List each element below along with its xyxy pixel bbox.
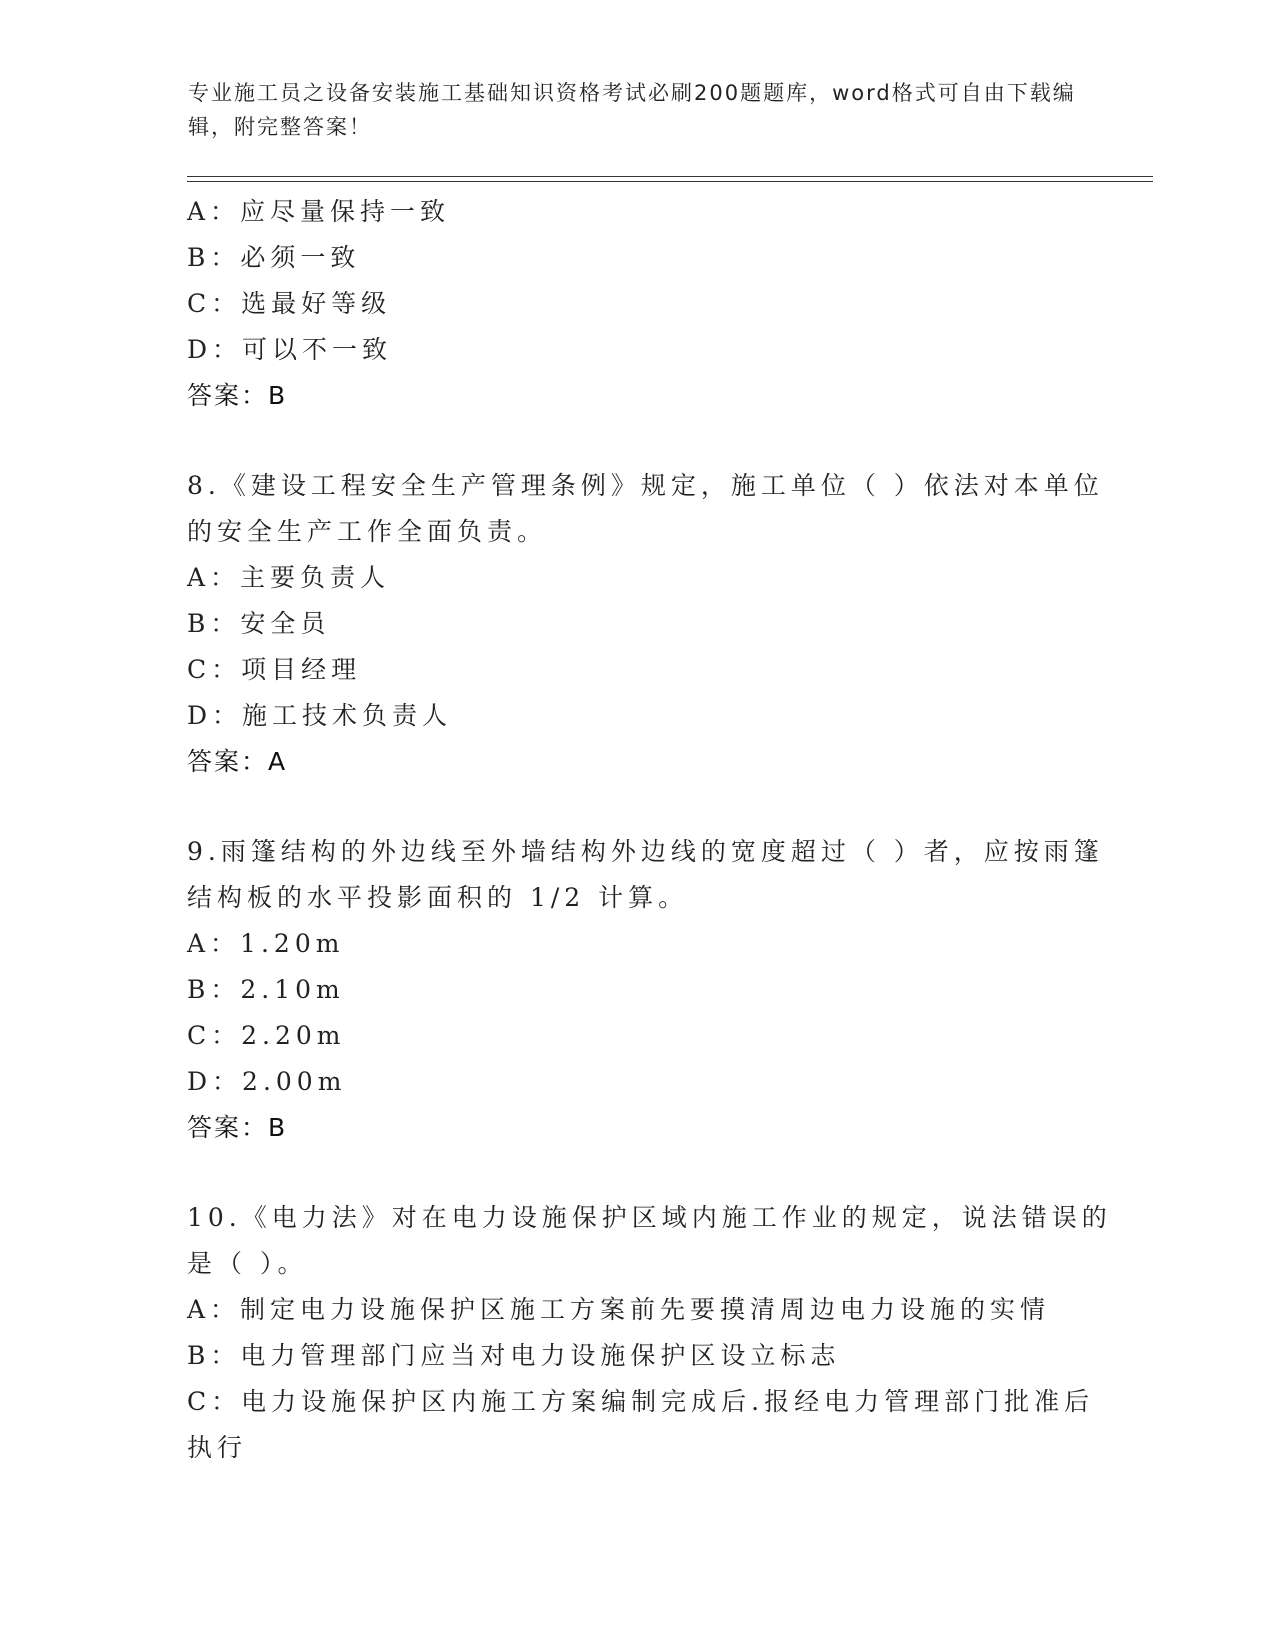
question-8	[187, 463, 1104, 785]
option-c: C：选最好等级	[187, 289, 392, 318]
question-text: 9.雨篷结构的外边线至外墙结构外边线的宽度超过（ ）者，应按雨篷	[187, 837, 1104, 866]
option-a: A：主要负责人	[187, 563, 391, 592]
header-rule-top	[187, 176, 1153, 177]
option-b: B：安全员	[187, 609, 331, 638]
option-d: D：施工技术负责人	[187, 701, 453, 730]
answer: 答案：B	[187, 1113, 288, 1142]
document-header: 专业施工员之设备安装施工基础知识资格考试必刷200题题库，word格式可自由下载编辑，附完整答案！	[188, 81, 1076, 139]
option-a: A：制定电力设施保护区施工方案前先要摸清周边电力设施的实情	[187, 1295, 1051, 1324]
question-9	[187, 829, 1104, 1151]
question-content	[187, 189, 1112, 1471]
question-7-continued	[187, 189, 1087, 419]
question-text-continued: 是（ ）。	[187, 1249, 308, 1278]
option-c: C：2.20m	[187, 1021, 346, 1050]
option-c: C：电力设施保护区内施工方案编制完成后.报经电力管理部门批准后	[187, 1387, 1095, 1416]
question-text: 8.《建设工程安全生产管理条例》规定，施工单位（ ）依法对本单位	[187, 471, 1104, 500]
option-a: A：1.20m	[187, 929, 345, 958]
option-c-continued: 执行	[187, 1433, 248, 1462]
answer: 答案：B	[187, 381, 288, 410]
option-b: B：2.10m	[187, 975, 345, 1004]
option-c: C：项目经理	[187, 655, 362, 684]
option-b: B：电力管理部门应当对电力设施保护区设立标志	[187, 1341, 841, 1370]
question-text-continued: 结构板的水平投影面积的 1/2 计算。	[187, 883, 689, 912]
header-rule-bottom	[187, 181, 1153, 182]
question-text: 10.《电力法》对在电力设施保护区域内施工作业的规定，说法错误的	[187, 1203, 1112, 1232]
answer: 答案：A	[187, 747, 288, 776]
option-d: D：可以不一致	[187, 335, 393, 364]
option-b: B：必须一致	[187, 243, 361, 272]
question-10	[187, 1195, 1112, 1471]
option-a: A：应尽量保持一致	[187, 197, 451, 226]
question-text-continued: 的安全生产工作全面负责。	[187, 517, 548, 546]
option-d: D：2.00m	[187, 1067, 347, 1096]
